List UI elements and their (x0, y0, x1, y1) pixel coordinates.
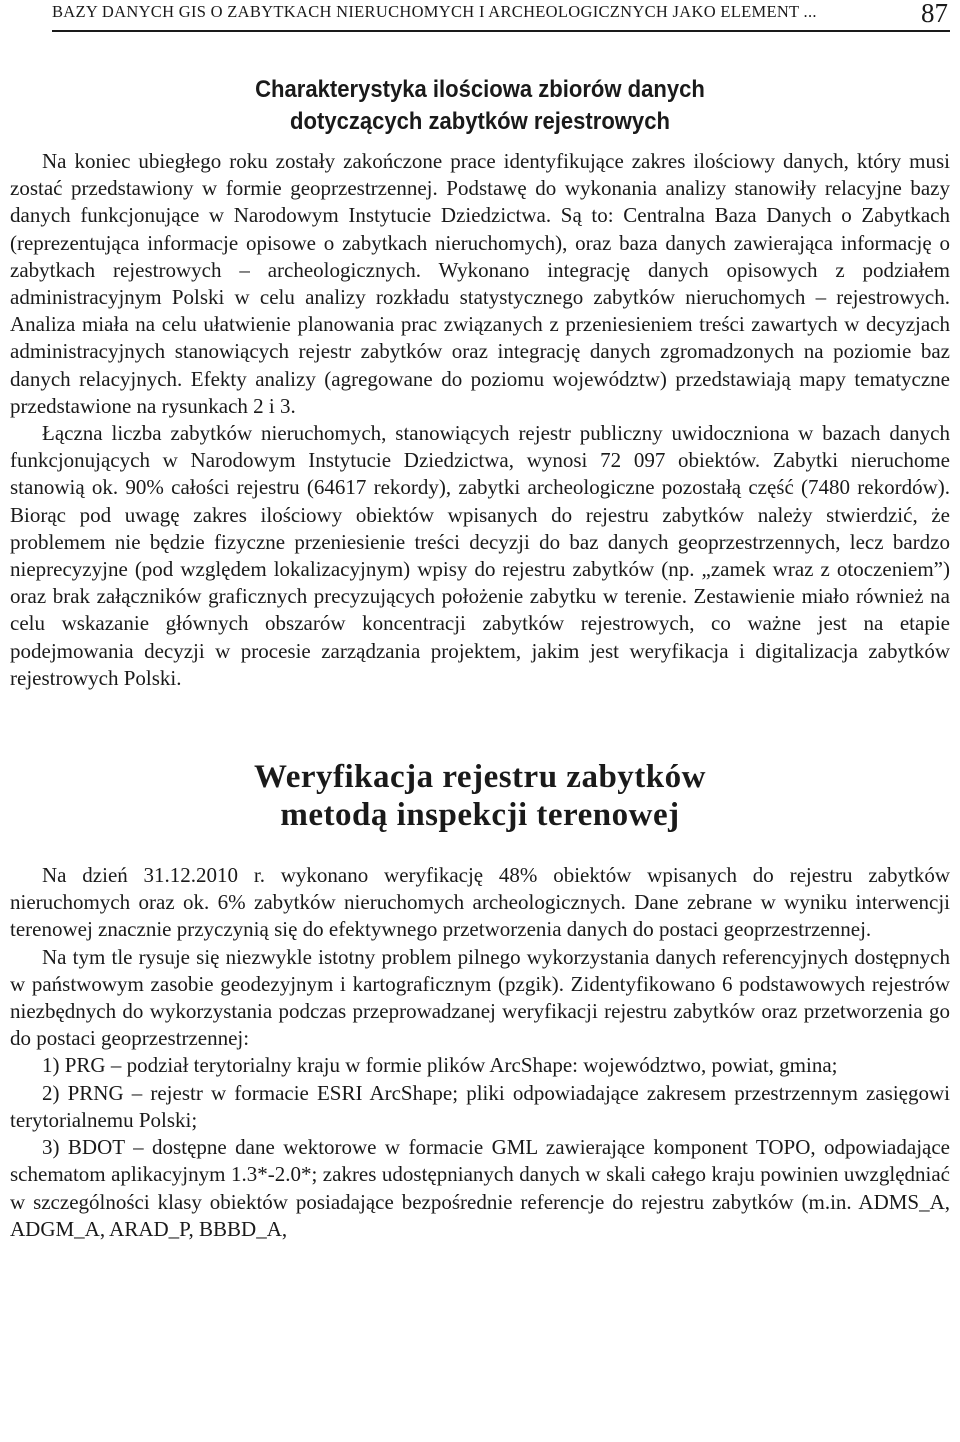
section-heading-2a: Weryfikacja rejestru zabytków (254, 759, 706, 796)
list-item: 1) PRG – podział terytorialny kraju w formie plików ArcShape: województwo, powiat, gmina; (42, 1053, 838, 1078)
main-content (10, 74, 950, 1243)
paragraph: Łączna liczba zabytków nieruchomych, stanowiących rejestr publiczny uwidoczniona w bazach danych funkcjonujących w Narodowym Instytucie Dziedzictwa, wynosi 72 097 obiektów. Zabytki nieruchome stanowią ok. 90% całości rejestru (64617 rekordy), zabytki archeologiczne pozostałą część (7480 rekordów). Biorąc pod uwagę zakres ilościowy obiektów wpisanych do rejestru zabytków należy stwierdzić, że problemem nie będzie fizyczne przeniesienie treści decyzji do baz danych geoprzestrzennych, lecz bardzo nieprecyzyjne (pod względem lokalizacyjnym) wpisy do rejestru zabytków (np. „zamek wraz z otoczeniem”) oraz brak załączników graficznych precyzujących położenie zabytku w terenie. Zestawienie miało również na celu wskazanie głównych obszarów koncentracji zabytków rejestrowych, co ważne jest na etapie podejmowania decyzji w procesie zarządzania projektem, jakim jest weryfikacja i digitalizacja zabytków rejestrowych Polski. (10, 421, 950, 690)
list-item: 2) PRNG – rejestr w formacie ESRI ArcShape; pliki odpowiadające zakresem przestrzennym zasięgowi terytorialnemu Polski; (10, 1080, 950, 1132)
running-title: BAZY DANYCH GIS O ZABYTKACH NIERUCHOMYCH I ARCHEOLOGICZNYCH JAKO ELEMENT ... (52, 2, 817, 21)
section-heading-1a: Charakterystyka ilościowa zbiorów danych (255, 76, 705, 103)
page-number: 87 (921, 0, 948, 28)
section-heading-1b: dotyczących zabytków rejestrowych (290, 108, 670, 135)
paragraph: Na koniec ubiegłego roku zostały zakończone prace identyfikujące zakres ilościowy danych, który musi zostać przedstawiony w formie geoprzestrzennej. Podstawę do wykonania analizy stanowiły relacyjne bazy danych funkcjonujące w Narodowym Instytucie Dziedzictwa. Są to: Centralna Baza Danych o Zabytkach (reprezentująca informacje opisowe o zabytkach nieruchomych), oraz baza danych zawierająca informację o zabytkach rejestrowych – archeologicznych. Wykonano integrację danych opisowych z podziałem administracyjnym Polski w celu analizy rozkładu statystycznego zabytków nieruchomych – rejestrowych. Analiza miała na celu ułatwienie planowania prac związanych z przeniesieniem treści zawartych w decyzjach administracyjnych stanowiących rejestr zabytków oraz integrację danych zgromadzonych na poziomie baz danych relacyjnych. Efekty analizy (agregowane do poziomu województw) przedstawiają mapy tematyczne przedstawione na rysunkach 2 i 3. (10, 149, 950, 418)
paragraph: Na dzień 31.12.2010 r. wykonano weryfikację 48% obiektów wpisanych do rejestru zabytków nieruchomych oraz ok. 6% zabytków nieruchomych archeologicznych. Dane zebrane w wyniku interwencji terenowej znacznie przyczynią się do efektywnego przetworzenia danych do postaci geoprzestrzennej. (10, 863, 950, 942)
list-item: 3) BDOT – dostępne dane wektorowe w formacie GML zawierające komponent TOPO, odpowiadające schematom aplikacyjnym 1.3*-2.0*; zakres udostępnianych danych w skali całego kraju powinien uwzględniać w szczególności klasy obiektów posiadające bezpośrednie referencje do rejestru zabytków (m.in. ADMS_A, ADGM_A, ARAD_P, BBBD_A, (10, 1135, 950, 1241)
running-header (52, 0, 950, 32)
paragraph: Na tym tle rysuje się niezwykle istotny problem pilnego wykorzystania danych referencyjnych dostępnych w państwowym zasobie geodezyjnym i kartograficznym (pzgik). Zidentyfikowano 6 podstawowych rejestrów niezbędnych do wykorzystania podczas przeprowadzanej weryfikacji rejestru zabytków oraz przetworzenia go do postaci geoprzestrzennej: (10, 944, 950, 1051)
section-heading-2b: metodą inspekcji terenowej (280, 797, 680, 834)
